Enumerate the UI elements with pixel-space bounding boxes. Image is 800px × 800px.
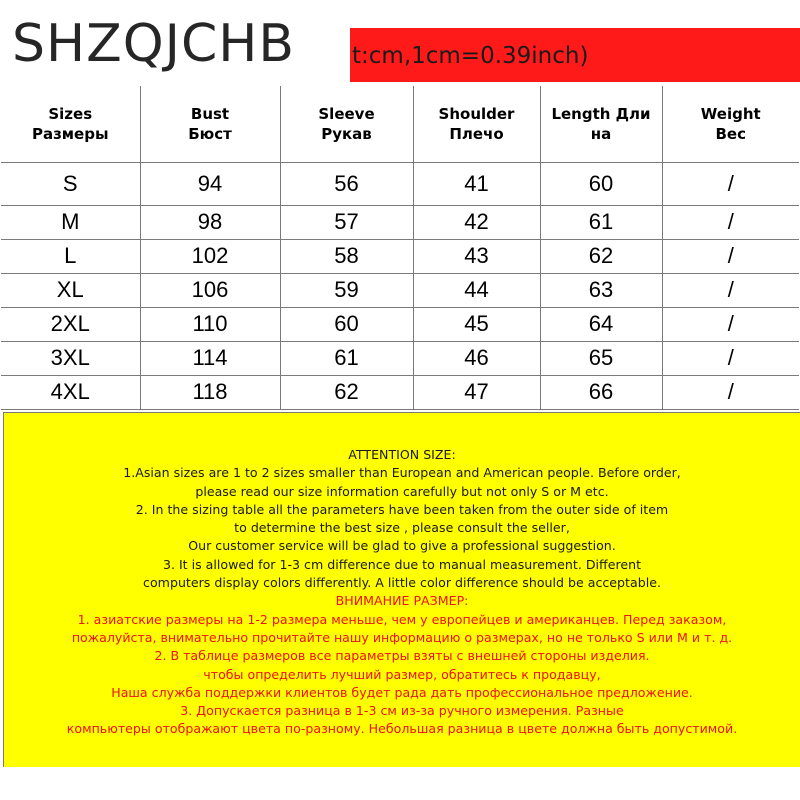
table-header-row: [1, 86, 799, 162]
cell-length: 62: [540, 239, 662, 273]
cell-weight: /: [662, 273, 799, 307]
notice-title-ru: ВНИМАНИЕ РАЗМЕР:: [335, 593, 469, 609]
notice-line-en: please read our size information carefully but not only S or M etc.: [195, 483, 609, 499]
cell-size: S: [1, 162, 140, 205]
cell-sleeve: 56: [280, 162, 413, 205]
attention-notice: [3, 412, 800, 767]
header-sizes: Sizes Размеры: [1, 86, 140, 162]
cell-size: 4XL: [1, 375, 140, 409]
notice-line-en: 3. It is allowed for 1-3 cm difference due to manual measurement. Different: [162, 556, 642, 572]
cell-shoulder: 46: [413, 341, 540, 375]
cell-shoulder: 44: [413, 273, 540, 307]
notice-title-en: ATTENTION SIZE:: [348, 447, 456, 462]
cell-size: M: [1, 205, 140, 239]
cell-length: 65: [540, 341, 662, 375]
header-bust: Bust Бюст: [140, 86, 280, 162]
table-row: [1, 341, 799, 375]
cell-bust: 114: [140, 341, 280, 375]
cell-bust: 94: [140, 162, 280, 205]
cell-weight: /: [662, 162, 799, 205]
table-row: [1, 205, 799, 239]
brand-name: SHZQJCHB: [12, 14, 296, 74]
cell-sleeve: 58: [280, 239, 413, 273]
size-table: [1, 86, 799, 410]
cell-bust: 110: [140, 307, 280, 341]
cell-weight: /: [662, 205, 799, 239]
notice-line-ru: компьютеры отображают цвета по-разному. Небольшая разница в цвете должна быть допустимой.: [66, 721, 738, 737]
cell-weight: /: [662, 239, 799, 273]
header-sleeve: Sleeve Рукав: [280, 86, 413, 162]
table-row: [1, 273, 799, 307]
cell-shoulder: 43: [413, 239, 540, 273]
cell-size: XL: [1, 273, 140, 307]
notice-line-ru: 2. В таблице размеров все параметры взяты с внешней стороны изделия.: [154, 648, 650, 664]
notice-line-ru: Наша служба поддержки клиентов будет рада дать профессиональное предложение.: [111, 684, 693, 700]
table-row: [1, 162, 799, 205]
cell-size: 2XL: [1, 307, 140, 341]
table-row: [1, 307, 799, 341]
cell-bust: 118: [140, 375, 280, 409]
cell-shoulder: 41: [413, 162, 540, 205]
cell-length: 64: [540, 307, 662, 341]
table-row: [1, 375, 799, 409]
cell-sleeve: 57: [280, 205, 413, 239]
unit-note: t:cm,1cm=0.39inch): [352, 43, 589, 69]
notice-line-en: Our customer service will be glad to give a professional suggestion.: [188, 538, 616, 554]
cell-weight: /: [662, 375, 799, 409]
cell-size: L: [1, 239, 140, 273]
header-shoulder: Shoulder Плечо: [413, 86, 540, 162]
cell-length: 60: [540, 162, 662, 205]
cell-sleeve: 59: [280, 273, 413, 307]
table-row: [1, 239, 799, 273]
cell-bust: 102: [140, 239, 280, 273]
cell-shoulder: 42: [413, 205, 540, 239]
notice-line-ru: пожалуйста, внимательно прочитайте нашу информацию о размерах, но не только S или M и т. д.: [71, 629, 733, 645]
cell-length: 63: [540, 273, 662, 307]
notice-line-en: 1.Asian sizes are 1 to 2 sizes smaller than European and American people. Before order,: [123, 465, 681, 481]
cell-sleeve: 60: [280, 307, 413, 341]
cell-shoulder: 47: [413, 375, 540, 409]
cell-sleeve: 62: [280, 375, 413, 409]
cell-sleeve: 61: [280, 341, 413, 375]
notice-line-en: computers display colors differently. A little color difference should be acceptable.: [143, 575, 661, 591]
header-weight: Weight Вес: [662, 86, 799, 162]
cell-shoulder: 45: [413, 307, 540, 341]
cell-bust: 106: [140, 273, 280, 307]
notice-line-en: to determine the best size , please consult the seller,: [234, 520, 570, 536]
brand-logo: [0, 0, 350, 86]
header-length: Length Дли на: [540, 86, 662, 162]
notice-line-ru: 1. азиатские размеры на 1-2 размера меньше, чем у европейцев и американцев. Перед заказом,: [77, 611, 727, 627]
notice-line-ru: чтобы определить лучший размер, обратитесь к продавцу,: [203, 666, 601, 682]
cell-bust: 98: [140, 205, 280, 239]
cell-length: 61: [540, 205, 662, 239]
notice-line-ru: 3. Допускается разница в 1-3 см из-за ручного измерения. Разные: [180, 703, 624, 719]
cell-weight: /: [662, 307, 799, 341]
cell-length: 66: [540, 375, 662, 409]
notice-line-en: 2. In the sizing table all the parameters have been taken from the outer side of item: [135, 501, 669, 517]
cell-weight: /: [662, 341, 799, 375]
cell-size: 3XL: [1, 341, 140, 375]
